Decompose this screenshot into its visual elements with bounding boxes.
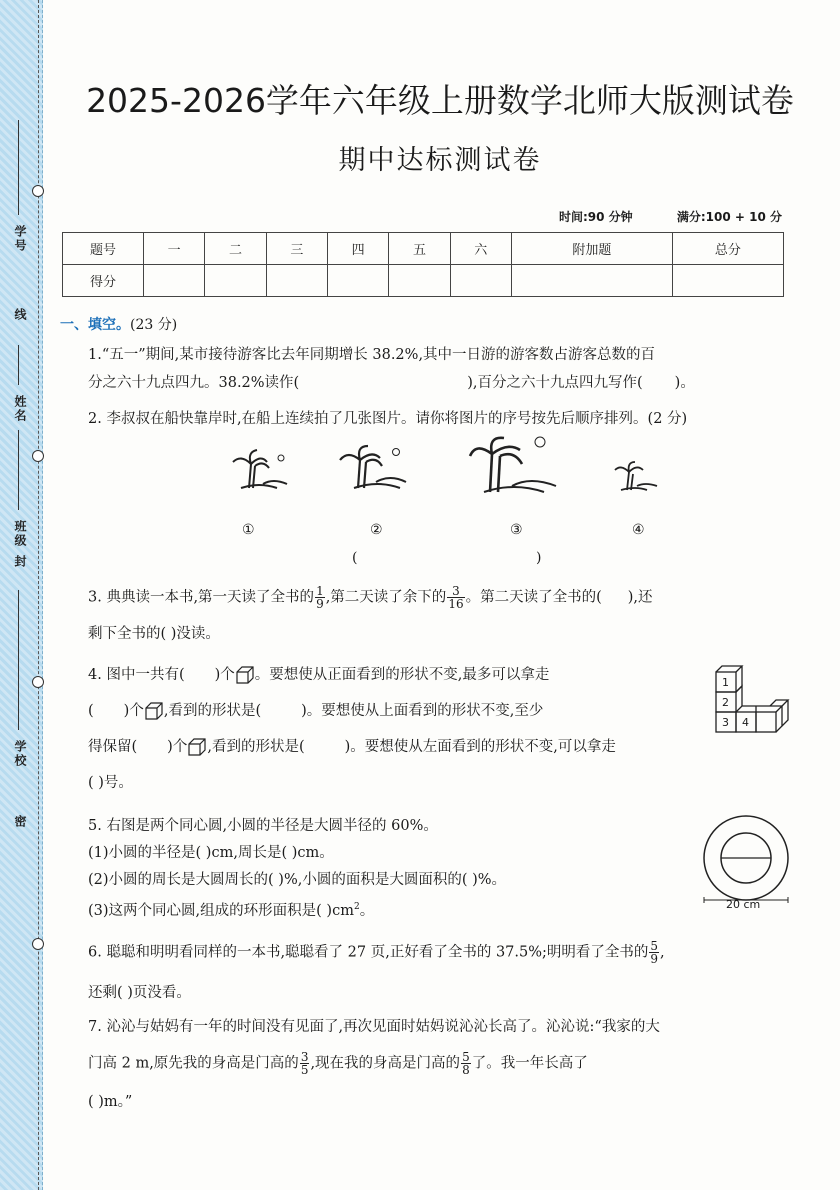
q4-text: )个 — [123, 703, 144, 719]
name-line — [18, 430, 19, 510]
q6-text: , — [660, 944, 665, 961]
picture-label: ④ — [632, 522, 645, 538]
section-points: (23 分) — [130, 317, 178, 333]
score-cell[interactable] — [389, 265, 450, 297]
q5-line-2: (1)小圆的半径是( )cm,周长是( )cm。 — [88, 845, 334, 861]
score-header-cell: 五 — [389, 233, 450, 265]
picture-label: ① — [242, 522, 255, 538]
q7-text: ,现在我的身高是门高的 — [310, 1055, 461, 1072]
score-cell[interactable] — [672, 265, 783, 297]
q1-text: ),百分之六十九点四九写作( — [467, 375, 643, 391]
score-cell[interactable] — [266, 265, 327, 297]
question-5 — [88, 814, 698, 923]
class-line — [18, 590, 19, 730]
label-class: 班级 — [13, 520, 27, 548]
q4-text: ( — [88, 703, 94, 719]
cube-icon — [145, 702, 163, 720]
cube-number: 2 — [722, 696, 729, 709]
q3-line-1 — [88, 585, 793, 610]
diameter-label: 20 cm — [726, 898, 761, 911]
q4-text: )个 — [167, 739, 188, 755]
q5-text: 。 — [359, 902, 375, 919]
q4-text: 。要想使从正面看到的形状不变,最多可以拿走 — [254, 667, 550, 683]
q4-text: 4. 图中一共有( — [88, 667, 185, 683]
q1-line-2 — [88, 371, 793, 395]
q2-pictures — [225, 436, 665, 500]
q7-text: 了。我一年长高了 — [471, 1055, 588, 1072]
cube-icon — [188, 738, 206, 756]
q1-line-1: 1.“五一”期间,某市接待游客比去年同期增长 38.2%,其中一日游的游客数占游客总数的百 — [88, 347, 656, 363]
q3-text: 。第二天读了全书的( — [465, 589, 602, 606]
cube-number: 1 — [722, 676, 729, 689]
score-header-cell: 题号 — [63, 233, 144, 265]
q2-answer-close: ) — [536, 550, 542, 566]
q4-line-3 — [88, 735, 793, 759]
question-7 — [88, 1015, 793, 1114]
label-student-id: 学号 — [13, 225, 27, 253]
q7-line-3: ( )m。” — [88, 1094, 133, 1110]
q5-text: (3)这两个同心圆,组成的环形面积是( )cm — [88, 902, 354, 919]
section-number: 一、 — [60, 317, 88, 333]
score-header-cell: 六 — [450, 233, 511, 265]
q4-text: )。要想使从上面看到的形状不变,至少 — [301, 703, 544, 719]
palm-island-picture — [340, 446, 406, 488]
q5-line-1: 5. 右图是两个同心圆,小圆的半径是大圆半径的 60%。 — [88, 818, 438, 834]
fraction — [649, 940, 659, 965]
q7-text: 门高 2 m,原先我的身高是门高的 — [88, 1055, 299, 1072]
binding-strip — [0, 0, 43, 1190]
score-cell[interactable] — [327, 265, 388, 297]
cut-line — [38, 0, 39, 1190]
q5-line-3: (2)小圆的周长是大圆周长的( )%,小圆的面积是大圆面积的( )%。 — [88, 872, 507, 888]
score-table-header-row — [63, 233, 784, 265]
q4-text: ,看到的形状是( — [163, 703, 262, 719]
q4-text: )个 — [214, 667, 235, 683]
label-seal: 封 — [13, 555, 27, 569]
picture-label: ③ — [510, 522, 523, 538]
q7-line-1: 7. 沁沁与姑妈有一年的时间没有见面了,再次见面时姑妈说沁沁长高了。沁沁说:“我家的大 — [88, 1019, 660, 1035]
student-id-line — [18, 120, 19, 215]
label-seal-line: 线 — [13, 308, 27, 322]
fraction-numerator: 3 — [447, 585, 464, 598]
q3-line-2: 剩下全书的( )没读。 — [88, 626, 220, 642]
score-header-cell: 一 — [144, 233, 205, 265]
palm-island-picture — [470, 437, 556, 492]
picture-label: ② — [370, 522, 383, 538]
score-row-label: 得分 — [63, 265, 144, 297]
q4-line-1 — [88, 663, 693, 687]
score-header-cell: 总分 — [672, 233, 783, 265]
page-subtitle: 期中达标测试卷 — [338, 145, 542, 176]
score-header-cell: 三 — [266, 233, 327, 265]
cube-number: 3 — [722, 716, 729, 729]
q1-text: 分之六十九点四九。38.2%读作( — [88, 375, 300, 391]
score-cell[interactable] — [450, 265, 511, 297]
binding-hole — [32, 450, 44, 462]
fraction-denominator: 8 — [462, 1063, 470, 1077]
section-heading — [60, 314, 177, 334]
label-seal-mi: 密 — [13, 815, 27, 829]
section-title: 填空。 — [88, 317, 130, 333]
score-table-score-row — [63, 265, 784, 297]
q4-line-4: ( )号。 — [88, 775, 133, 791]
question-3 — [88, 585, 793, 646]
palm-island-picture — [233, 450, 287, 488]
fraction — [447, 585, 464, 610]
score-header-cell: 附加题 — [511, 233, 672, 265]
fraction-denominator: 5 — [300, 1063, 309, 1077]
q3-text: ),还 — [627, 589, 653, 606]
q4-line-2 — [88, 699, 693, 723]
score-header-cell: 二 — [205, 233, 266, 265]
question-4 — [88, 663, 693, 795]
exam-full-score: 满分:100 + 10 分 — [676, 210, 782, 224]
cube-number: 4 — [742, 716, 749, 729]
q4-text: ,看到的形状是( — [207, 739, 305, 755]
fraction-denominator: 16 — [448, 597, 464, 611]
q5-superscript: 2 — [353, 902, 360, 912]
q6-text: 6. 聪聪和明明看同样的一本书,聪聪看了 27 页,正好看了全书的 37.5%;明明看了全书的 — [88, 944, 649, 961]
binding-hole — [32, 676, 44, 688]
exam-time: 时间:90 分钟 — [558, 210, 633, 224]
fraction-numerator: 5 — [650, 939, 659, 953]
q7-line-2 — [88, 1051, 793, 1076]
fraction-denominator: 9 — [316, 597, 324, 611]
q6-line-1 — [88, 940, 793, 965]
binding-hole — [32, 938, 44, 950]
question-1 — [88, 343, 793, 395]
name-line-top — [18, 345, 19, 385]
score-table — [62, 232, 784, 297]
score-cell[interactable] — [511, 265, 672, 297]
label-name: 姓名 — [13, 395, 27, 423]
q1-text: )。 — [674, 375, 695, 391]
q2-answer-blank[interactable] — [366, 550, 532, 570]
cube-icon — [236, 666, 254, 684]
question-6 — [88, 940, 793, 1005]
binding-hole — [32, 185, 44, 197]
fraction-numerator: 1 — [316, 584, 324, 598]
q3-text: 3. 典典读一本书,第一天读了全书的 — [88, 589, 315, 606]
q2-answer-open: ( — [352, 550, 358, 566]
fraction — [461, 1051, 471, 1076]
score-cell[interactable] — [144, 265, 205, 297]
palm-island-picture — [615, 462, 657, 490]
question-2: 2. 李叔叔在船快靠岸时,在船上连续拍了几张图片。请你将图片的序号按先后顺序排列。(2 分) — [88, 411, 688, 427]
fraction — [300, 1051, 310, 1076]
q3-text: ,第二天读了余下的 — [325, 589, 447, 606]
q5-line-4 — [88, 895, 698, 923]
page-title: 2025-2026学年六年级上册数学北师大版测试卷 — [86, 81, 794, 120]
fraction — [315, 585, 325, 610]
fraction-denominator: 9 — [650, 952, 659, 966]
q4-text: 得保留( — [88, 739, 138, 755]
score-cell[interactable] — [205, 265, 266, 297]
exam-meta — [519, 208, 782, 225]
fraction-numerator: 3 — [300, 1050, 309, 1064]
label-school: 学校 — [13, 740, 27, 768]
score-header-cell: 四 — [327, 233, 388, 265]
fraction-numerator: 5 — [462, 1050, 470, 1064]
q6-line-2: 还剩( )页没看。 — [88, 985, 191, 1001]
q4-text: )。要想使从左面看到的形状不变,可以拿走 — [344, 739, 616, 755]
